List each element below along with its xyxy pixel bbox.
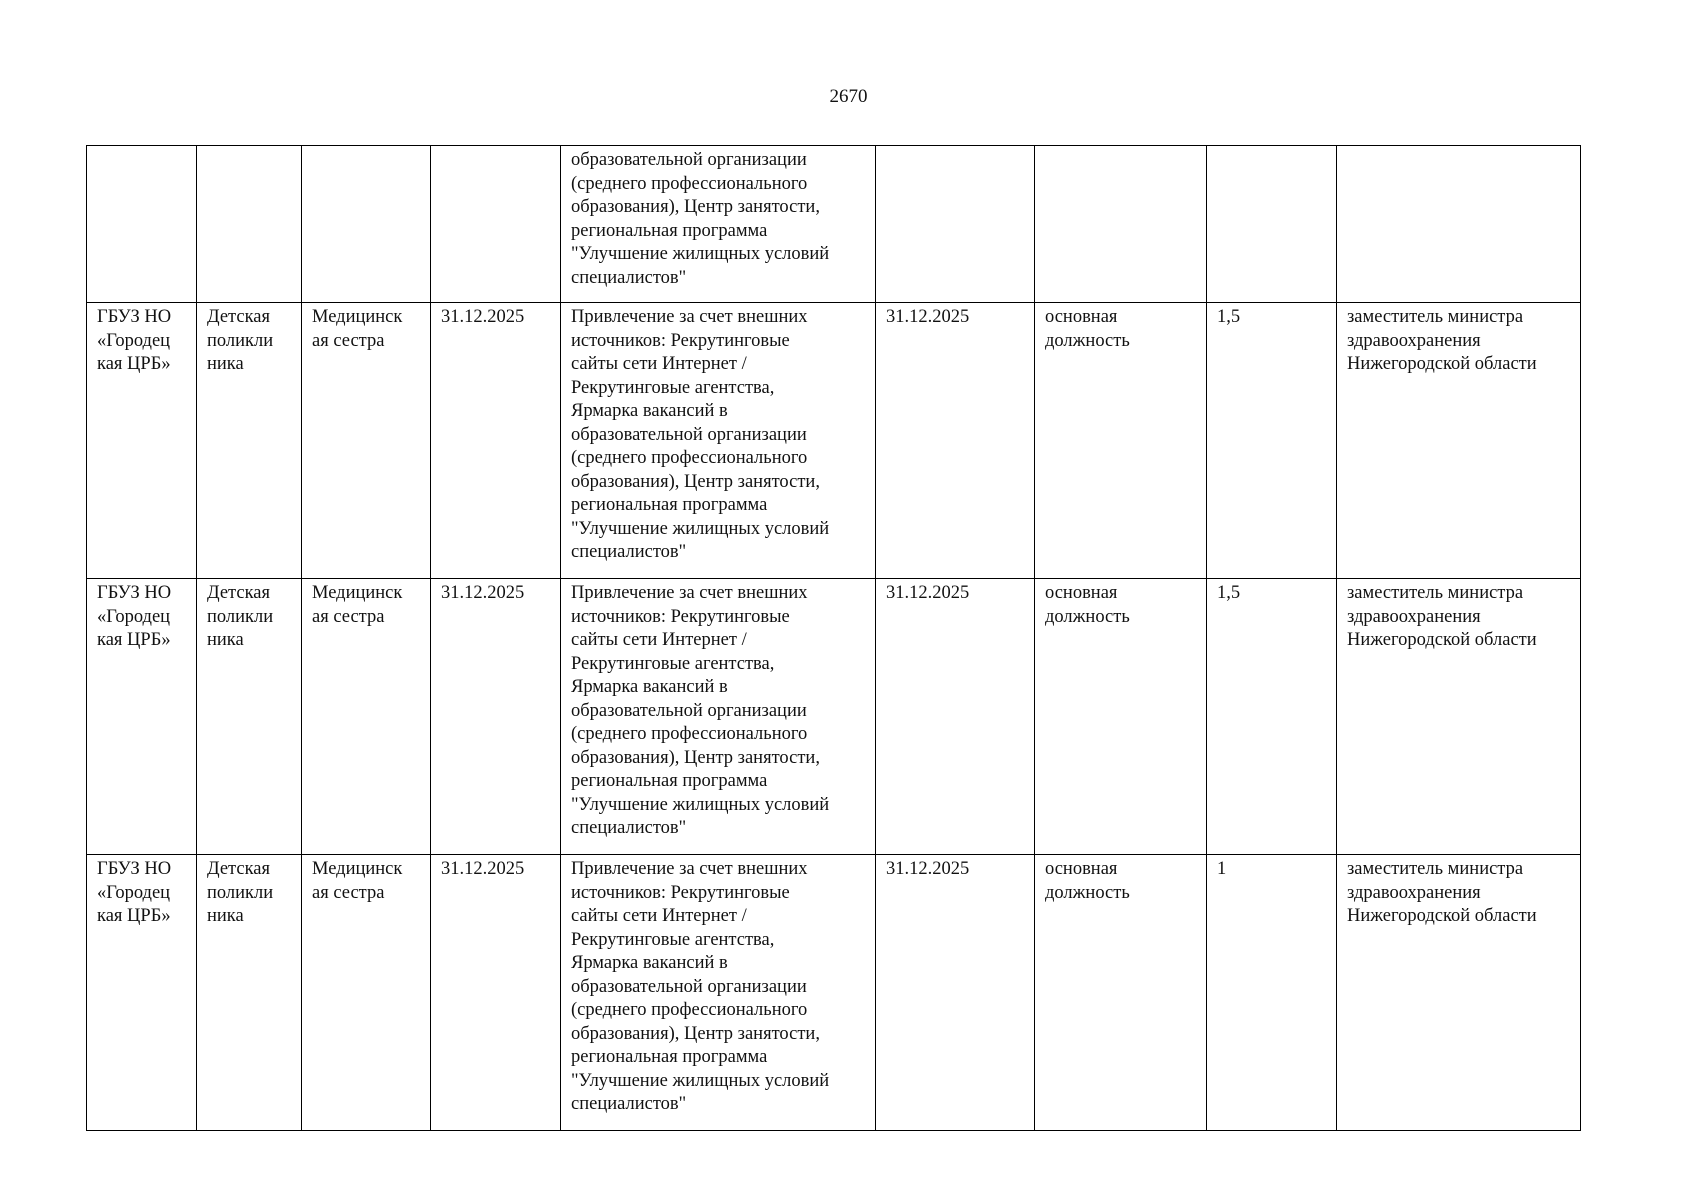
table-cell: [1337, 146, 1581, 303]
table-cell: [197, 146, 302, 303]
cell-employment-type: основная должность: [1035, 579, 1207, 855]
cell-deadline: 31.12.2025: [876, 855, 1035, 1131]
cell-unit: Детская поликли ника: [197, 855, 302, 1131]
cell-organization: ГБУЗ НО «Городец кая ЦРБ»: [87, 579, 197, 855]
staffing-table: [86, 145, 1581, 1131]
cell-responsible: заместитель министра здравоохранения Нижегородской области: [1337, 303, 1581, 579]
table-row: [87, 303, 1581, 579]
cell-responsible: заместитель министра здравоохранения Нижегородской области: [1337, 579, 1581, 855]
cell-organization: ГБУЗ НО «Городец кая ЦРБ»: [87, 855, 197, 1131]
table-cell: [1207, 146, 1337, 303]
cell-responsible: заместитель министра здравоохранения Нижегородской области: [1337, 855, 1581, 1131]
table-cell: [876, 146, 1035, 303]
cell-position: Медицинск ая сестра: [302, 303, 431, 579]
cell-rate: 1,5: [1207, 303, 1337, 579]
cell-date: 31.12.2025: [431, 303, 561, 579]
cell-rate: 1: [1207, 855, 1337, 1131]
table-row-continuation: [87, 146, 1581, 303]
cell-deadline: 31.12.2025: [876, 303, 1035, 579]
cell-unit: Детская поликли ника: [197, 579, 302, 855]
table-cell: [87, 146, 197, 303]
table-row: [87, 855, 1581, 1131]
cell-date: 31.12.2025: [431, 855, 561, 1131]
page-number: 2670: [829, 86, 868, 107]
table-cell: [1035, 146, 1207, 303]
cell-measures: Привлечение за счет внешних источников: Рекрутинговые сайты сети Интернет / Рекрутинговые агентства, Ярмарка вакансий в образовательной организации (среднего профессионального образования), Центр занятости, региональная программа "Улучшение жилищных условий специалистов": [561, 855, 876, 1131]
table-row: [87, 579, 1581, 855]
cell-measures: Привлечение за счет внешних источников: Рекрутинговые сайты сети Интернет / Рекрутинговые агентства, Ярмарка вакансий в образовательной организации (среднего профессионального образования), Центр занятости, региональная программа "Улучшение жилищных условий специалистов": [561, 579, 876, 855]
cell-unit: Детская поликли ника: [197, 303, 302, 579]
cell-rate: 1,5: [1207, 579, 1337, 855]
cell-employment-type: основная должность: [1035, 303, 1207, 579]
cell-organization: ГБУЗ НО «Городец кая ЦРБ»: [87, 303, 197, 579]
cell-deadline: 31.12.2025: [876, 579, 1035, 855]
table-cell: [431, 146, 561, 303]
cell-position: Медицинск ая сестра: [302, 579, 431, 855]
table-cell-measures: образовательной организации (среднего профессионального образования), Центр занятости, региональная программа "Улучшение жилищных условий специалистов": [561, 146, 876, 303]
cell-measures: Привлечение за счет внешних источников: Рекрутинговые сайты сети Интернет / Рекрутинговые агентства, Ярмарка вакансий в образовательной организации (среднего профессионального образования), Центр занятости, региональная программа "Улучшение жилищных условий специалистов": [561, 303, 876, 579]
cell-employment-type: основная должность: [1035, 855, 1207, 1131]
table-cell: [302, 146, 431, 303]
cell-date: 31.12.2025: [431, 579, 561, 855]
cell-position: Медицинск ая сестра: [302, 855, 431, 1131]
